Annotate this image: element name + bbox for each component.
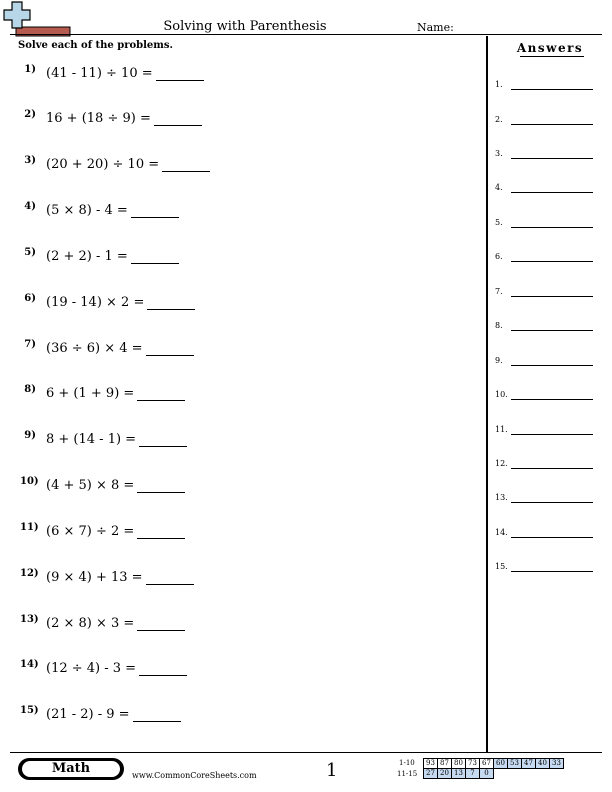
- answer-slot: [495, 562, 595, 576]
- problem-number: 10): [20, 476, 39, 487]
- footer-rule: [10, 752, 602, 753]
- column-divider: [486, 36, 488, 752]
- answer-slot: [495, 425, 595, 439]
- problem-number: 4): [24, 201, 36, 212]
- score-cell: 13: [452, 769, 466, 779]
- problem-number: 13): [20, 614, 39, 625]
- problem-expression: (2 + 2) - 1 =: [46, 249, 179, 264]
- answer-number: 4.: [495, 183, 503, 192]
- problem-number: 14): [20, 659, 39, 670]
- answer-slot: [495, 218, 595, 232]
- answer-slot: [495, 80, 595, 94]
- answer-number: 7.: [495, 287, 503, 296]
- answer-number: 3.: [495, 149, 503, 158]
- answers-heading: Answers: [516, 41, 584, 55]
- problem-number: 9): [24, 430, 36, 441]
- problem-expression: (5 × 8) - 4 =: [46, 203, 179, 218]
- score-cell: 87: [438, 759, 452, 769]
- problem-expression: (36 ÷ 6) × 4 =: [46, 341, 194, 356]
- problem-item: [20, 478, 460, 498]
- site-url: www.CommonCoreSheets.com: [132, 771, 257, 780]
- math-badge-label: Math: [22, 761, 120, 777]
- answer-slot: [495, 149, 595, 163]
- answer-number: 5.: [495, 218, 503, 227]
- score-cell: 73: [466, 759, 480, 769]
- answer-number: 2.: [495, 115, 503, 124]
- problem-number: 12): [20, 568, 39, 579]
- answer-blank[interactable]: [139, 663, 187, 676]
- answer-line[interactable]: [511, 502, 593, 503]
- answer-blank[interactable]: [131, 251, 179, 264]
- name-label: Name:: [417, 21, 454, 34]
- math-badge: [18, 758, 124, 780]
- answer-line[interactable]: [511, 261, 593, 262]
- score-cell: 53: [508, 759, 522, 769]
- problem-expression: (4 + 5) × 8 =: [46, 478, 185, 493]
- answers-heading-underline: [520, 56, 584, 57]
- score-cell: 80: [452, 759, 466, 769]
- score-cell: 20: [438, 769, 452, 779]
- problem-number: 7): [24, 339, 36, 350]
- answer-blank[interactable]: [131, 205, 179, 218]
- answer-line[interactable]: [511, 537, 593, 538]
- problem-item: [20, 707, 460, 727]
- problem-item: [20, 432, 460, 452]
- answer-line[interactable]: [511, 192, 593, 193]
- score-row: [424, 759, 564, 769]
- answer-blank[interactable]: [137, 480, 185, 493]
- answer-slot: [495, 459, 595, 473]
- problem-expression: (9 × 4) + 13 =: [46, 570, 194, 585]
- score-cell: 67: [480, 759, 494, 769]
- answer-blank[interactable]: [137, 618, 185, 631]
- score-cell: 7: [466, 769, 480, 779]
- answer-blank[interactable]: [156, 68, 204, 81]
- answer-blank[interactable]: [162, 159, 210, 172]
- answer-blank[interactable]: [139, 434, 187, 447]
- problem-number: 6): [24, 293, 36, 304]
- score-cell: 60: [494, 759, 508, 769]
- answer-blank[interactable]: [133, 709, 181, 722]
- problem-item: [20, 341, 460, 361]
- problem-number: 8): [24, 384, 36, 395]
- problem-expression: 16 + (18 ÷ 9) =: [46, 111, 202, 126]
- answer-slot: [495, 321, 595, 335]
- answer-line[interactable]: [511, 158, 593, 159]
- problem-item: [20, 295, 460, 315]
- answer-number: 8.: [495, 321, 503, 330]
- problem-item: [20, 386, 460, 406]
- answer-number: 9.: [495, 356, 503, 365]
- answer-line[interactable]: [511, 124, 593, 125]
- answer-number: 12.: [495, 459, 508, 468]
- answer-number: 14.: [495, 528, 508, 537]
- score-row: [424, 769, 564, 779]
- score-cell: 47: [522, 759, 536, 769]
- answer-number: 13.: [495, 493, 508, 502]
- problem-item: [20, 66, 460, 86]
- problem-expression: (6 × 7) ÷ 2 =: [46, 524, 185, 539]
- score-cell: 27: [424, 769, 438, 779]
- score-cell: 93: [424, 759, 438, 769]
- answer-blank[interactable]: [154, 113, 202, 126]
- instructions: Solve each of the problems.: [18, 40, 173, 51]
- problem-number: 3): [24, 155, 36, 166]
- score-cell: 0: [480, 769, 494, 779]
- answer-line[interactable]: [511, 571, 593, 572]
- answer-blank[interactable]: [137, 526, 185, 539]
- answer-line[interactable]: [511, 227, 593, 228]
- score-cell: 40: [536, 759, 550, 769]
- answer-number: 6.: [495, 252, 503, 261]
- answer-line[interactable]: [511, 89, 593, 90]
- problem-expression: (19 - 14) × 2 =: [46, 295, 195, 310]
- answer-line[interactable]: [511, 434, 593, 435]
- problem-expression: 6 + (1 + 9) =: [46, 386, 185, 401]
- problem-expression: 8 + (14 - 1) =: [46, 432, 187, 447]
- score-range-label: 11-15: [397, 770, 418, 778]
- score-table: [423, 758, 564, 779]
- score-range-label: 1-10: [399, 759, 415, 767]
- problem-expression: (2 × 8) × 3 =: [46, 616, 185, 631]
- answer-slot: [495, 115, 595, 129]
- answer-number: 1.: [495, 80, 503, 89]
- answer-slot: [495, 252, 595, 266]
- answer-line[interactable]: [511, 365, 593, 366]
- answer-number: 10.: [495, 390, 508, 399]
- answer-slot: [495, 528, 595, 542]
- problem-expression: (21 - 2) - 9 =: [46, 707, 181, 722]
- problem-expression: (12 ÷ 4) - 3 =: [46, 661, 187, 676]
- problem-item: [20, 249, 460, 269]
- answer-line[interactable]: [511, 330, 593, 331]
- problem-item: [20, 111, 460, 131]
- problem-item: [20, 203, 460, 223]
- problem-item: [20, 570, 460, 590]
- answer-line[interactable]: [511, 296, 593, 297]
- answer-line[interactable]: [511, 468, 593, 469]
- problem-number: 11): [20, 522, 39, 533]
- answer-slot: [495, 493, 595, 507]
- problem-item: [20, 661, 460, 681]
- answer-blank[interactable]: [146, 343, 194, 356]
- problem-item: [20, 524, 460, 544]
- answer-number: 11.: [495, 425, 508, 434]
- problem-item: [20, 616, 460, 636]
- answer-blank[interactable]: [147, 297, 195, 310]
- problem-number: 5): [24, 247, 36, 258]
- problem-number: 2): [24, 109, 36, 120]
- answer-blank[interactable]: [137, 388, 185, 401]
- answer-slot: [495, 390, 595, 404]
- problem-number: 15): [20, 705, 39, 716]
- answer-slot: [495, 356, 595, 370]
- page-number: 1: [326, 760, 338, 781]
- problem-item: [20, 157, 460, 177]
- score-cell: 33: [550, 759, 564, 769]
- page-title: Solving with Parenthesis: [163, 19, 327, 34]
- problem-number: 1): [24, 64, 36, 75]
- answer-slot: [495, 287, 595, 301]
- problem-expression: (41 - 11) ÷ 10 =: [46, 66, 204, 81]
- problem-expression: (20 + 20) ÷ 10 =: [46, 157, 210, 172]
- answer-line[interactable]: [511, 399, 593, 400]
- answer-blank[interactable]: [146, 572, 194, 585]
- answer-number: 15.: [495, 562, 508, 571]
- answer-slot: [495, 183, 595, 197]
